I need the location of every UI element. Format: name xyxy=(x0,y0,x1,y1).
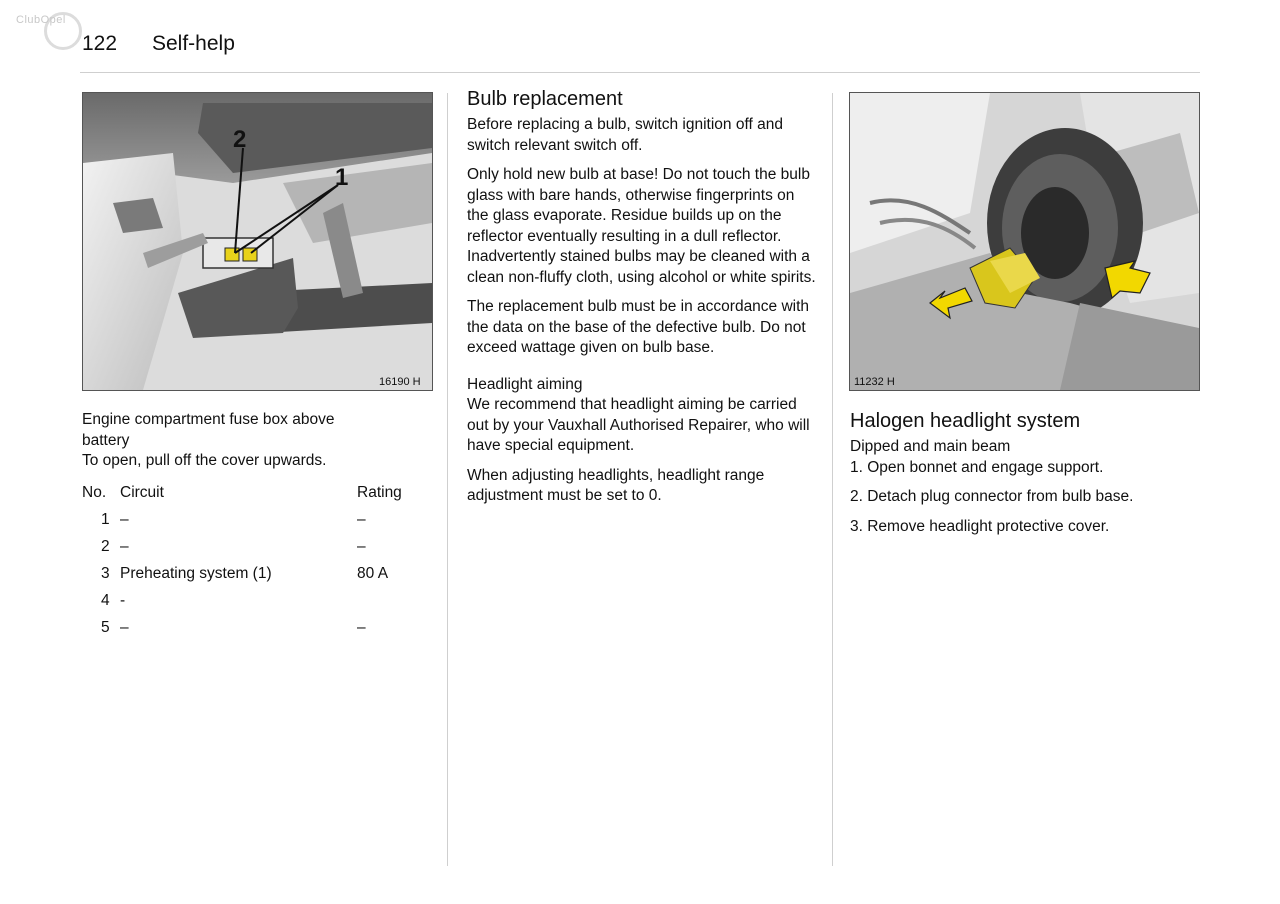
column-divider-1 xyxy=(447,93,448,866)
cell-circuit: – xyxy=(120,511,129,528)
cell-no: 1 xyxy=(101,511,110,528)
fuse-table xyxy=(82,484,422,646)
table-row xyxy=(82,619,422,646)
step-item: 1. Open bonnet and engage support. xyxy=(850,458,1104,476)
cell-circuit: – xyxy=(120,538,129,555)
callout-1: 1 xyxy=(335,164,349,191)
step-item: 3. Remove headlight protective cover. xyxy=(850,517,1110,535)
section-heading: Halogen headlight system xyxy=(850,410,1081,432)
header-divider xyxy=(80,72,1200,73)
fuse-box-caption xyxy=(82,410,432,472)
caption-line: battery xyxy=(82,431,130,449)
headlight-illustration xyxy=(850,93,1199,390)
headlight-figure xyxy=(849,92,1200,391)
cell-no: 5 xyxy=(101,619,110,636)
watermark-text: ClubOpel xyxy=(16,14,66,26)
figure-code: 16190 H xyxy=(379,376,421,388)
col-header-circuit: Circuit xyxy=(120,484,164,501)
section-heading: Bulb replacement xyxy=(467,88,623,110)
page-number: 122 xyxy=(82,32,118,55)
cell-no: 3 xyxy=(101,565,110,582)
cell-circuit: – xyxy=(120,619,129,636)
callout-2: 2 xyxy=(233,126,247,153)
step-item: 2. Detach plug connector from bulb base. xyxy=(850,488,1134,505)
cell-rating: – xyxy=(357,511,366,528)
subheading: Dipped and main beam xyxy=(850,438,1011,455)
col-header-no: No. xyxy=(82,484,107,501)
section-title: Self-help xyxy=(152,32,235,55)
fuse-box-figure xyxy=(82,92,433,391)
table-row xyxy=(82,511,422,538)
caption-line: To open, pull off the cover upwards. xyxy=(82,452,327,469)
cell-no: 4 xyxy=(101,592,110,609)
caption-line: Engine compartment fuse box above xyxy=(82,411,335,428)
cell-rating: – xyxy=(357,619,366,636)
paragraph: Only hold new bulb at base! Do not touch the bulb glass with bare hands, otherwise fingerprints on the glass evaporate. Residue builds up on the reflector eventually resulting in a dull reflector. Inadvertently stained bulbs may be cleaned with a clean non-fluffy cloth, using alcohol or white spirits. xyxy=(467,166,816,286)
paragraph: The replacement bulb must be in accordance with the data on the base of the defective bulb. Do not exceed wattage given on bulb base. xyxy=(467,298,810,356)
table-header-row xyxy=(82,484,422,511)
paragraph: Before replacing a bulb, switch ignition off and switch relevant switch off. xyxy=(467,116,783,154)
cell-rating: – xyxy=(357,538,366,555)
table-row xyxy=(82,592,422,619)
column-divider-2 xyxy=(832,93,833,866)
cell-rating: 80 A xyxy=(357,565,389,582)
cell-no: 2 xyxy=(101,538,110,555)
halogen-section xyxy=(850,410,1200,537)
paragraph: When adjusting headlights, headlight range adjustment must be set to 0. xyxy=(467,466,765,504)
figure-code: 11232 H xyxy=(854,376,895,388)
table-row xyxy=(82,565,422,592)
cell-circuit: Preheating system (1) xyxy=(120,565,272,582)
paragraph: We recommend that headlight aiming be carried out by your Vauxhall Authorised Repairer, who will have special equipment. xyxy=(467,396,810,454)
fuse-box-illustration xyxy=(83,93,432,390)
cell-rating xyxy=(357,592,422,619)
col-header-rating: Rating xyxy=(357,484,402,501)
table-row xyxy=(82,538,422,565)
subheading: Headlight aiming xyxy=(467,375,583,393)
bulb-replacement-section xyxy=(467,88,817,516)
cell-circuit: - xyxy=(120,592,126,609)
